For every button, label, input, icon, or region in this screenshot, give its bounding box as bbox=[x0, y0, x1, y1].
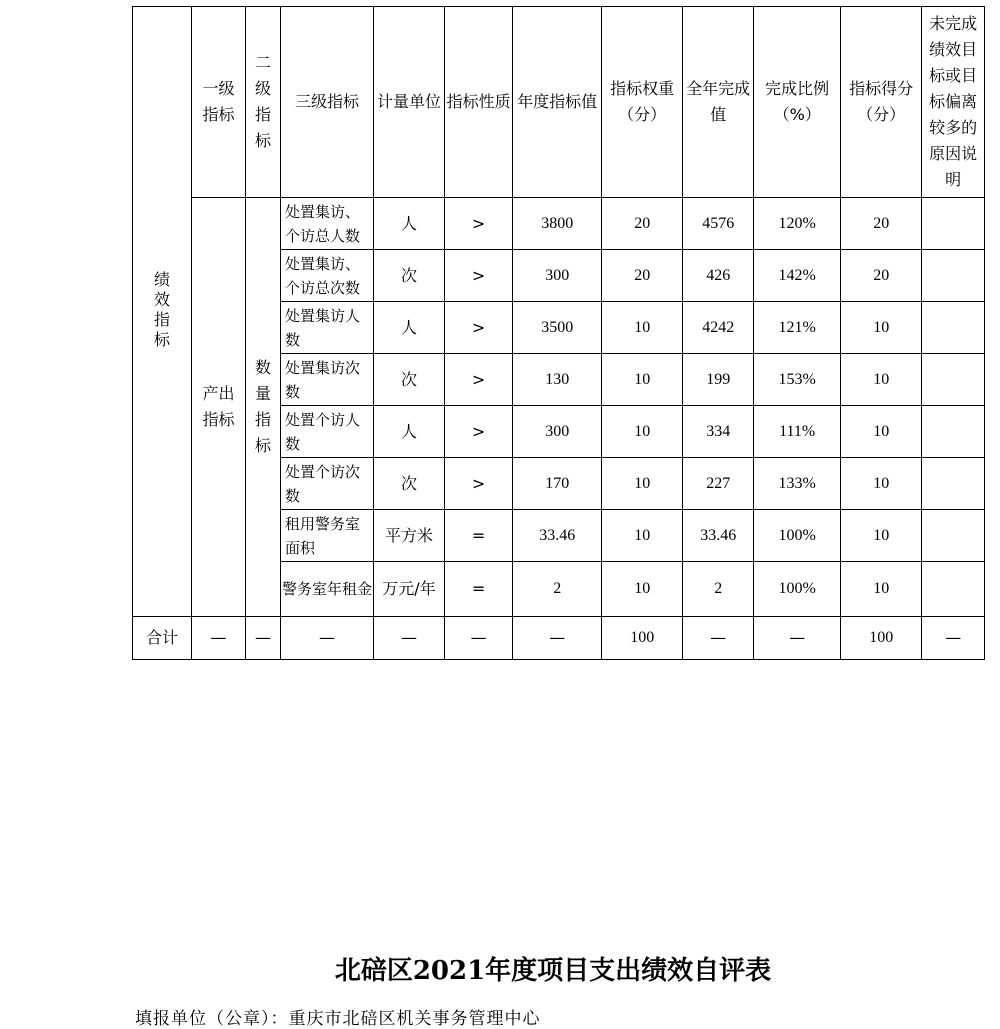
total-dash: — bbox=[246, 617, 281, 660]
total-weight: 100 bbox=[602, 617, 683, 660]
total-dash: — bbox=[192, 617, 246, 660]
total-dash: — bbox=[683, 617, 754, 660]
reason-cell bbox=[922, 198, 985, 250]
header-annual-actual: 全年完成值 bbox=[683, 7, 754, 198]
nature-cell: > bbox=[445, 198, 513, 250]
group-label: 绩效指标 bbox=[153, 270, 170, 349]
score-cell: 10 bbox=[841, 458, 922, 510]
header-weight: 指标权重（分） bbox=[602, 7, 683, 198]
total-score: 100 bbox=[841, 617, 922, 660]
indicator-name: 处置个访人数 bbox=[281, 406, 374, 458]
nature-cell: > bbox=[445, 302, 513, 354]
indicator-name: 租用警务室面积 bbox=[281, 510, 374, 562]
ratio-cell: 121% bbox=[754, 302, 841, 354]
actual-cell: 33.46 bbox=[683, 510, 754, 562]
table-row bbox=[133, 198, 985, 250]
reason-cell bbox=[922, 562, 985, 617]
reason-cell bbox=[922, 406, 985, 458]
reason-cell bbox=[922, 458, 985, 510]
header-row bbox=[133, 7, 985, 198]
target-cell: 300 bbox=[513, 250, 602, 302]
nature-cell: > bbox=[445, 406, 513, 458]
reason-cell bbox=[922, 250, 985, 302]
total-dash: — bbox=[374, 617, 445, 660]
score-cell: 10 bbox=[841, 406, 922, 458]
indicator-name: 处置个访次数 bbox=[281, 458, 374, 510]
unit-cell: 万元/年 bbox=[374, 562, 445, 617]
weight-cell: 10 bbox=[602, 510, 683, 562]
level1-value-cell: 产出指标 bbox=[192, 198, 246, 617]
fill-unit-line: 填报单位（公章）：重庆市北碚区机关事务管理中心 bbox=[135, 1009, 541, 1029]
weight-cell: 20 bbox=[602, 198, 683, 250]
target-cell: 300 bbox=[513, 406, 602, 458]
score-cell: 10 bbox=[841, 354, 922, 406]
weight-cell: 10 bbox=[602, 354, 683, 406]
score-cell: 10 bbox=[841, 562, 922, 617]
ratio-cell: 153% bbox=[754, 354, 841, 406]
actual-cell: 4576 bbox=[683, 198, 754, 250]
score-cell: 10 bbox=[841, 510, 922, 562]
header-completion-ratio: 完成比例（%） bbox=[754, 7, 841, 198]
actual-cell: 426 bbox=[683, 250, 754, 302]
document-title: 北碚区2021年度项目支出绩效自评表 bbox=[334, 956, 772, 986]
ratio-cell: 120% bbox=[754, 198, 841, 250]
weight-cell: 10 bbox=[602, 562, 683, 617]
ratio-cell: 100% bbox=[754, 510, 841, 562]
target-cell: 3800 bbox=[513, 198, 602, 250]
nature-cell: = bbox=[445, 562, 513, 617]
group-label-cell bbox=[133, 7, 192, 617]
target-cell: 130 bbox=[513, 354, 602, 406]
total-label: 合计 bbox=[133, 617, 192, 660]
score-cell: 10 bbox=[841, 302, 922, 354]
indicator-name: 处置集访次数 bbox=[281, 354, 374, 406]
nature-cell: = bbox=[445, 510, 513, 562]
header-level2: 二级指标 bbox=[246, 7, 281, 198]
header-unit: 计量单位 bbox=[374, 7, 445, 198]
indicator-name: 处置集访、个访总人数 bbox=[281, 198, 374, 250]
score-cell: 20 bbox=[841, 250, 922, 302]
weight-cell: 10 bbox=[602, 458, 683, 510]
indicator-name: 处置集访人数 bbox=[281, 302, 374, 354]
performance-table bbox=[132, 6, 985, 660]
header-level3: 三级指标 bbox=[281, 7, 374, 198]
ratio-cell: 133% bbox=[754, 458, 841, 510]
unit-cell: 人 bbox=[374, 302, 445, 354]
total-row bbox=[133, 617, 985, 660]
total-dash: — bbox=[281, 617, 374, 660]
unit-cell: 次 bbox=[374, 354, 445, 406]
target-cell: 2 bbox=[513, 562, 602, 617]
header-reason: 未完成绩效目标或目标偏离较多的原因说明 bbox=[922, 7, 985, 198]
ratio-cell: 111% bbox=[754, 406, 841, 458]
reason-cell bbox=[922, 354, 985, 406]
total-dash: — bbox=[922, 617, 985, 660]
total-dash: — bbox=[513, 617, 602, 660]
ratio-cell: 142% bbox=[754, 250, 841, 302]
header-level1: 一级指标 bbox=[192, 7, 246, 198]
header-nature: 指标性质 bbox=[445, 7, 513, 198]
target-cell: 170 bbox=[513, 458, 602, 510]
unit-cell: 人 bbox=[374, 198, 445, 250]
actual-cell: 199 bbox=[683, 354, 754, 406]
weight-cell: 10 bbox=[602, 302, 683, 354]
level2-value-cell: 数量指标 bbox=[246, 198, 281, 617]
actual-cell: 2 bbox=[683, 562, 754, 617]
reason-cell bbox=[922, 302, 985, 354]
nature-cell: > bbox=[445, 354, 513, 406]
ratio-cell: 100% bbox=[754, 562, 841, 617]
unit-cell: 平方米 bbox=[374, 510, 445, 562]
indicator-name: 处置集访、个访总次数 bbox=[281, 250, 374, 302]
indicator-name: 警务室年租金 bbox=[281, 562, 374, 617]
target-cell: 3500 bbox=[513, 302, 602, 354]
actual-cell: 4242 bbox=[683, 302, 754, 354]
unit-cell: 次 bbox=[374, 458, 445, 510]
score-cell: 20 bbox=[841, 198, 922, 250]
nature-cell: > bbox=[445, 250, 513, 302]
header-annual-target: 年度指标值 bbox=[513, 7, 602, 198]
weight-cell: 10 bbox=[602, 406, 683, 458]
target-cell: 33.46 bbox=[513, 510, 602, 562]
total-dash: — bbox=[445, 617, 513, 660]
total-dash: — bbox=[754, 617, 841, 660]
nature-cell: > bbox=[445, 458, 513, 510]
unit-cell: 人 bbox=[374, 406, 445, 458]
actual-cell: 334 bbox=[683, 406, 754, 458]
actual-cell: 227 bbox=[683, 458, 754, 510]
reason-cell bbox=[922, 510, 985, 562]
unit-cell: 次 bbox=[374, 250, 445, 302]
header-score: 指标得分（分） bbox=[841, 7, 922, 198]
weight-cell: 20 bbox=[602, 250, 683, 302]
